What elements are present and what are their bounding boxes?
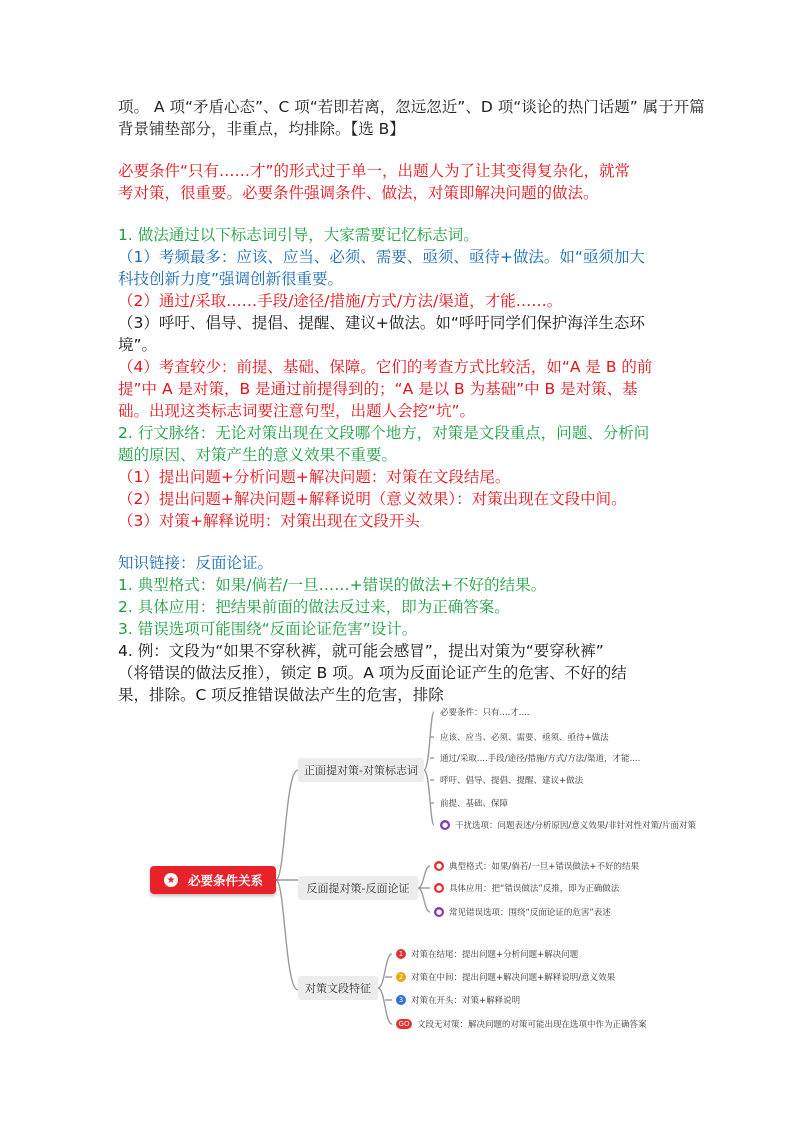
mind-map-root (150, 866, 276, 894)
alert-icon: ● (435, 862, 443, 870)
paragraph-line: （1）提出问题+分析问题+解决问题：对策在文段结尾。 (118, 468, 511, 486)
paragraph-line: （2）通过/采取……手段/途径/措施/方式/方法/渠道，才能……。 (118, 292, 563, 310)
paragraph-line: 背景铺垫部分，非重点，均排除。【选 B】 (118, 120, 405, 138)
leaf-item: 通过/采取....手段/途径/措施/方式/方法/渠道，才能.... (440, 754, 641, 764)
go-icon: GO (396, 1019, 412, 1029)
leaf-text: 对策在结尾：提出问题+分析问题+解决问题 (411, 950, 579, 960)
face-icon: ● (441, 821, 449, 829)
leaf-text: 对策在开头：对策+解释说明 (411, 996, 521, 1006)
root-label: 必要条件关系 (188, 873, 264, 888)
face-icon: ● (435, 908, 443, 916)
number-two-icon: 2 (396, 972, 406, 982)
leaf-text: 对策在中间：提出问题+解决问题+解释说明/意义效果 (411, 973, 616, 983)
paragraph-line: 考对策，很重要。必要条件强调条件、做法，对策即解决问题的做法。 (118, 184, 599, 202)
paragraph-line: 4. 例：文段为“如果不穿秋裤，就可能会感冒”，提出对策为“要穿秋裤” (118, 642, 604, 660)
branch-positive (298, 758, 424, 782)
leaf-item: 必要条件：只有....才.... (440, 708, 530, 718)
paragraph-line: 1. 做法通过以下标志词引导，大家需要记忆标志词。 (118, 226, 479, 244)
number-three-icon: 3 (396, 995, 406, 1005)
leaf-text: 典型格式：如果/倘若/一旦+错误做法+不好的结果 (449, 862, 639, 872)
paragraph-line: （将错误的做法反推），锁定 B 项。A 项为反面论证产生的危害、不好的结 (118, 664, 627, 682)
leaf-item (440, 819, 696, 831)
paragraph-line: 项。 A 项“矛盾心态”、C 项“若即若离，忽远忽近”、D 项“谈论的热门话题” 属于开篇 (118, 98, 705, 116)
paragraph-line: 提”中 A 是对策，B 是通过前提得到的；“A 是以 B 为基础”中 B 是对策、基 (118, 380, 638, 398)
paragraph-line: （3）对策+解释说明：对策出现在文段开头 (118, 512, 420, 530)
paragraph-line: 1. 典型格式：如果/倘若/一旦……+错误的做法+不好的结果。 (118, 576, 547, 594)
leaf-text: 文段无对策：解决问题的对策可能出现在选项中作为正确答案 (417, 1020, 647, 1030)
leaf-item (434, 860, 639, 872)
leaf-item: 呼吁、倡导、提倡、提醒、建议+做法 (440, 776, 584, 786)
leaf-text: 具体应用：把“错误做法”反推，即为正确做法 (449, 884, 620, 894)
paragraph-line: 必要条件“只有……才”的形式过于单一，出题人为了让其变得复杂化，就常 (118, 162, 631, 180)
branch-label: 正面提对策-对策标志词 (304, 764, 418, 777)
paragraph-line: 题的原因、对策产生的意义效果不重要。 (118, 446, 398, 464)
leaf-item (396, 948, 578, 960)
paragraph-line: 知识链接：反面论证。 (118, 554, 274, 572)
paragraph-line: 果，排除。C 项反推错误做法产生的危害，排除 (118, 686, 444, 704)
leaf-item (396, 994, 520, 1006)
leaf-item (396, 1018, 647, 1030)
leaf-item (434, 906, 611, 918)
paragraph-line: 础。出现这类标志词要注意句型，出题人会挖“坑”。 (118, 402, 476, 420)
paragraph-line: （3）呼吁、倡导、提倡、提醒、建议+做法。如“呼吁同学们保护海洋生态环 (118, 314, 645, 332)
leaf-item: 前提、基础、保障 (440, 799, 509, 809)
star-icon: ★ (164, 873, 178, 887)
leaf-text: 干扰选项：问题表述/分析原因/意义效果/非针对性对策/片面对策 (455, 821, 696, 831)
leaf-item (434, 882, 619, 894)
paragraph-line: 境”。 (118, 336, 158, 354)
leaf-item (396, 971, 615, 983)
leaf-item: 应该、应当、必须、需要、亟须、亟待+做法 (440, 733, 609, 743)
alert-icon: ● (435, 884, 443, 892)
paragraph-line: （4）考查较少：前提、基础、保障。它们的考查方式比较活，如“A 是 B 的前 (118, 358, 653, 376)
paragraph-line: 3. 错误选项可能围绕“反面论证危害”设计。 (118, 620, 418, 638)
paragraph-line: （2）提出问题+解决问题+解释说明（意义效果）：对策出现在文段中间。 (118, 490, 627, 508)
branch-features (298, 976, 378, 1000)
branch-label: 对策文段特征 (305, 982, 371, 995)
number-one-icon: 1 (396, 949, 406, 959)
paragraph-line: 科技创新力度”强调创新很重要。 (118, 270, 344, 288)
paragraph-line: 2. 具体应用：把结果前面的做法反过来，即为正确答案。 (118, 598, 510, 616)
paragraph-line: 2. 行文脉络：无论对策出现在文段哪个地方，对策是文段重点，问题、分析问 (118, 424, 650, 442)
leaf-text: 常见错误选项：围绕“反面论证的危害”表述 (449, 908, 611, 918)
branch-negative (298, 876, 418, 900)
branch-label: 反面提对策-反面论证 (306, 882, 410, 895)
paragraph-line: （1）考频最多：应该、应当、必须、需要、亟须、亟待+做法。如“亟须加大 (118, 248, 645, 266)
